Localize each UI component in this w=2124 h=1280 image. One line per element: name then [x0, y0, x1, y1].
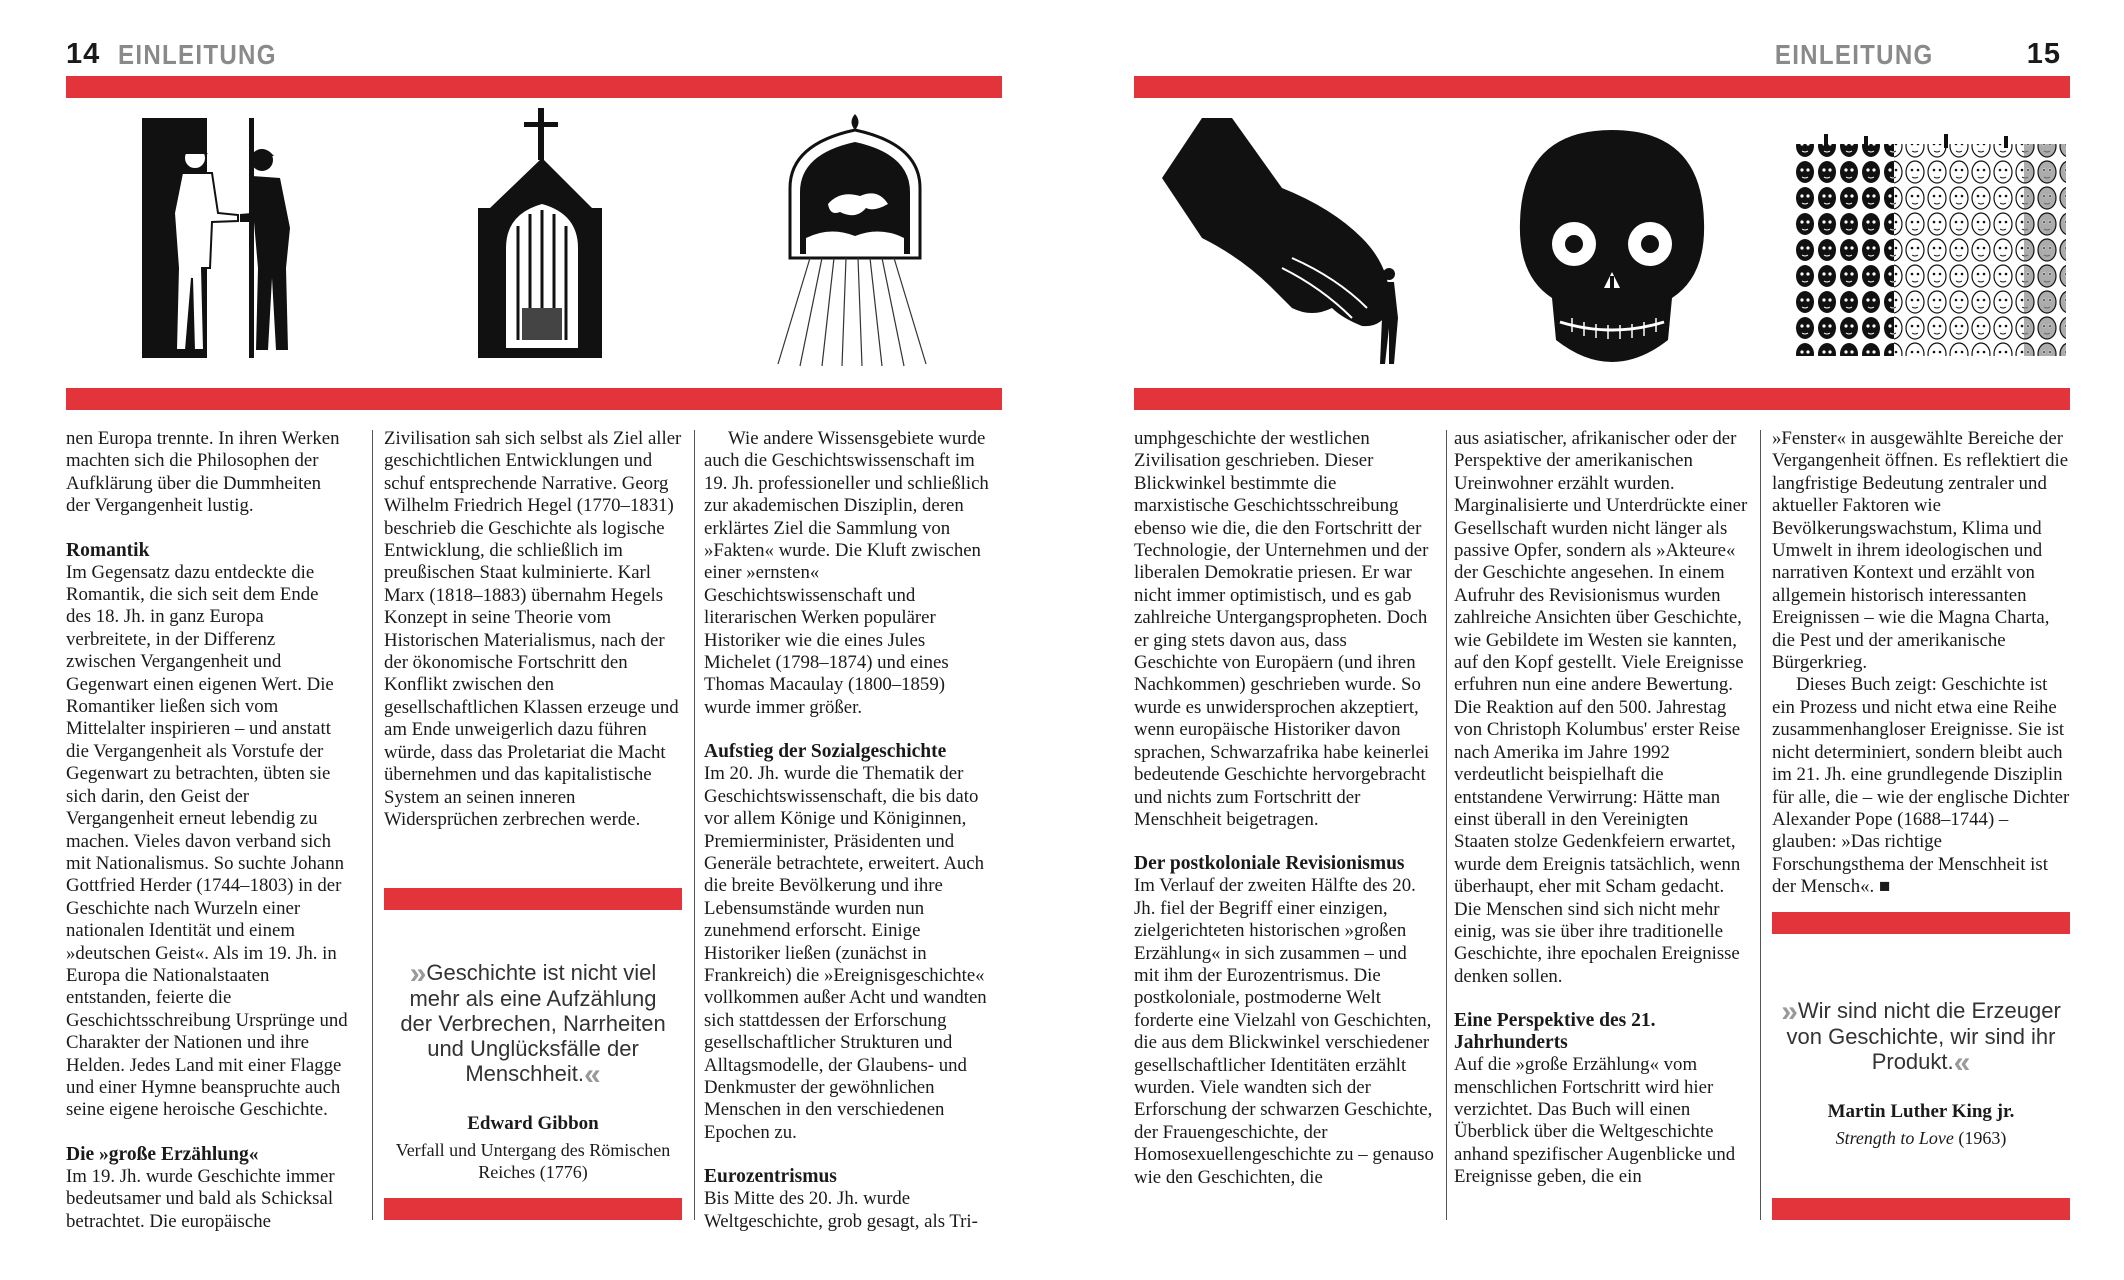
paragraph: Wie andere Wissensgebiete wurde auch die Geschichtswissenschaft im 19. Jh. professioneller und schließlich zur akademischen Disziplin, deren erklärtes Ziel die Sammlung von »Fakten« wurde. Die Kluft zwischen einer »ernsten« Geschichtswissenschaft und literarischen Werken populärer Historiker wie die eines Jules Michelet (1798–1874) und eines Thomas Macaulay (1800–1859) wurde immer größer.	[704, 428, 989, 718]
quote-body: Geschichte ist nicht viel mehr als eine Aufzählung der Verbrechen, Narrheiten und Unglücksfälle der Menschheit.	[400, 960, 666, 1086]
skull-illustration	[1512, 126, 1712, 366]
quote-author: Edward Gibbon	[467, 1113, 599, 1134]
text-column-3	[704, 428, 996, 1233]
top-red-bar-left	[66, 76, 1002, 98]
quote-source: Verfall und Untergang des Römischen Reiches (1776)	[395, 1140, 671, 1182]
gothic-window-illustration	[770, 108, 940, 368]
quote-source-title: Strength to Love	[1835, 1128, 1954, 1148]
paragraph: Bis Mitte des 20. Jh. wurde Weltgeschichte, grob gesagt, als Tri-	[704, 1188, 978, 1232]
open-quote-mark: »	[1781, 995, 1798, 1028]
left-page-title: EINLEITUNG	[118, 39, 277, 70]
close-quote-mark: «	[1953, 1046, 1971, 1079]
paragraph-text: Dieses Buch zeigt: Geschichte ist ein Prozess und nicht etwa eine Reihe zusammenhangloser Ereignisse. Sie ist nicht determiniert, sondern bleibt auch im 21. Jh. eine grundlegende Disziplin für alle, die – wie der englische Dichter Alexander Pope (1688–1744) – glauben: »Das richtige Forschungsthema der Menschheit ist der Mensch«.	[1772, 674, 2070, 898]
paragraph	[1772, 674, 2070, 898]
illustration-red-bar-right	[1134, 388, 2070, 410]
quote-red-bar-bottom	[384, 1198, 682, 1220]
section-heading-21-jahrhundert: Eine Perspektive des 21. Jahrhunderts	[1454, 1010, 1656, 1054]
column-divider	[694, 430, 695, 1220]
quote-source-year: (1963)	[1958, 1128, 2007, 1148]
column-divider	[372, 430, 373, 1220]
section-heading-romantik: Romantik	[66, 539, 150, 561]
section-heading-postkolonialer-revisionismus: Der postkoloniale Revisionismus	[1134, 853, 1405, 875]
quote-text	[392, 957, 674, 1091]
paragraph: nen Europa trennte. In ihren Werken machten sich die Philosophen der Aufklärung über die Dummheiten der Vergangenheit lustig.	[66, 428, 340, 517]
open-quote-mark: »	[409, 957, 427, 990]
paragraph: »Fenster« in ausgewählte Bereiche der Vergangenheit öffnen. Es reflektiert die langfristige Bedeutung zentraler und aktueller Faktoren wie Bevölkerungswachstum, Klima und Umwelt in ihrem ideologischen und narrativen Kontext und erzählt von allgemein historisch interessanten Ereignissen – wie die Magna Charta, die Pest und der amerikanische Bürgerkrieg.	[1772, 428, 2069, 674]
text-column-4	[1134, 428, 1434, 1189]
paragraph: umphgeschichte der westlichen Zivilisation geschrieben. Dieser Blickwinkel bestimmte die marxistische Geschichtsschreibung ebenso wie die, die den Fortschritt der Technologie, der Unternehmen und der liberalen Demokratie priesen. Er war nicht immer optimistisch, und es gab zahlreiche Untergangspropheten. Doch er ging stets davon aus, dass Geschichte von Europäern (und ihren Nachkommen) geschrieben wurde. So wurde es unwidersprochen akzeptiert, wenn europäische Historiker davon sprachen, Schwarzafrika habe keinerlei bedeutende Geschichte hervorgebracht und nichts zum Fortschritt der Menschheit beigetragen.	[1134, 428, 1430, 830]
church-prison-illustration	[462, 108, 622, 358]
handshake-illustration	[142, 118, 302, 358]
hand-illustration	[1162, 118, 1412, 368]
pull-quote-king	[1780, 995, 2062, 1149]
quote-red-bar-bottom	[1772, 1198, 2070, 1220]
quote-red-bar-top	[1772, 912, 2070, 934]
column-divider	[1760, 430, 1761, 1220]
quote-body: Wir sind nicht die Erzeuger von Geschichte, wir sind ihr Produkt.	[1786, 998, 2061, 1074]
paragraph: Im Gegensatz dazu entdeckte die Romantik, die sich seit dem Ende des 18. Jh. in ganz Europa verbreitete, in der Differenz zwischen Vergangenheit und Gegenwart einen eigenen Wert. Die Romantiker ließen sich vom Mittelalter inspirieren – und anstatt die Vergangenheit als Vorstufe der Gegenwart zu betrachten, übten sie sich darin, den Geist der Vergangenheit erneut lebendig zu machen. Vieles davon verband sich mit Nationalismus. So suchte Johann Gottfried Herder (1744–1803) in der Geschichte nach Wurzeln einer nationalen Identität und einem »deutschen Geist«. Als im 19. Jh. in Europa die Nationalstaaten entstanden, feierte die Geschichtsschreibung Ursprünge und Charakter der Nationen und ihre Helden. Jedes Land mit einer Flagge und einer Hymne beanspruchte auch seine eigene heroische Geschichte.	[66, 561, 348, 1121]
paragraph: aus asiatischer, afrikanischer oder der Perspektive der amerikanischen Ureinwohner erzählt wurden. Marginalisierte und Unterdrückte einer Gesellschaft wurden nicht länger als passive Opfer, sondern als »Akteure« der Geschichte angesehen. In einem Aufruhr des Revisionismus wurden zahlreiche Ansichten über Geschichte, wie Gebildete im Westen sie kannten, auf den Kopf gestellt. Viele Ereignisse erfuhren nun eine andere Bewertung. Die Reaktion auf den 500. Jahrestag von Christoph Kolumbus' erster Reise nach Amerika im Jahre 1992 verdeutlicht beispielhaft die entstandene Verwirrung: Hätte man einst überall in den Vereinigten Staaten stolze Gedenkfeiern erwartet, wurde dem Ereignis tatsächlich, wenn überhaupt, eher mit Scham gedacht. Die Menschen sind sich nicht mehr einig, was sie über ihre traditionelle Geschichte, ihre epochalen Ereignisse denken sollen.	[1454, 428, 1748, 987]
quote-text	[1780, 995, 2062, 1079]
top-red-bar-right	[1134, 76, 2070, 98]
paragraph: Auf die »große Erzählung« vom menschlichen Fortschritt wird hier verzichtet. Das Buch will einen Überblick über die Weltgeschichte anhand spezifischer Augenblicke und Ereignisse geben, die ein	[1454, 1054, 1736, 1188]
right-page-title: EINLEITUNG	[1775, 39, 1934, 70]
text-column-2	[384, 428, 682, 831]
section-heading-sozialgeschichte: Aufstieg der Sozialgeschichte	[704, 741, 947, 763]
text-column-6	[1772, 428, 2070, 899]
section-heading-grosse-erzaehlung: Die »große Erzählung«	[66, 1143, 259, 1165]
text-column-5	[1454, 428, 1748, 1189]
quote-red-bar-top	[384, 888, 682, 910]
text-column-1	[66, 428, 348, 1233]
paragraph: Im 19. Jh. wurde Geschichte immer bedeutsamer und bald als Schicksal betrachtet. Die europäische	[66, 1165, 335, 1232]
close-quote-mark: «	[583, 1058, 601, 1091]
paragraph: Im 20. Jh. wurde die Thematik der Geschichtswissenschaft, die bis dato vor allem Könige und Königinnen, Premierminister, Präsidenten und Generäle betrachtete, erweitert. Auch die breite Bevölkerung und ihre Lebensumstände wurden nun zunehmend erforscht. Einige Historiker ließen (zunächst in Frankreich) die »Ereignisgeschichte« vollkommen außer Acht und wandten sich stattdessen der Erforschung gesellschaftlicher Strukturen und Alltagsmodelle, der Glaubens- und Denkmuster der gewöhnlichen Menschen in den verschiedenen Epochen zu.	[704, 763, 987, 1143]
end-mark: ■	[1878, 876, 1891, 898]
section-heading-eurozentrismus: Eurozentrismus	[704, 1166, 837, 1188]
paragraph: Im Verlauf der zweiten Hälfte des 20. Jh. fiel der Begriff einer einzigen, zielgerichteten historischen »großen Erzählung« in sich zusammen – und mit ihm der Eurozentrismus. Die postkoloniale, postmoderne Welt forderte eine Vielzahl von Geschichten, die aus dem Blickwinkel verschiedener gesellschaftlicher Identitäten erzählt wurden. Viele wandten sich der Erforschung der schwarzen Geschichte, der Frauengeschichte, der Homosexuellengeschichte zu – genauso wie den Geschichten, die	[1134, 875, 1434, 1188]
paragraph: Zivilisation sah sich selbst als Ziel aller geschichtlichen Entwicklungen und schuf entsprechende Narrative. Georg Wilhelm Friedrich Hegel (1770–1831) beschrieb die Geschichte als logische Entwicklung, die schließlich im preußischen Staat kulminierte. Karl Marx (1818–1883) übernahm Hegels Konzept in seine Theorie vom Historischen Materialismus, nach der der ökonomische Fortschritt den Konflikt zwischen den gesellschaftlichen Klassen erzeuge und am Ende unweigerlich dazu führen würde, dass das Proletariat die Macht übernehmen und das kapitalistische System an seinen inneren Widersprüchen zerbrechen werde.	[384, 428, 682, 830]
left-page-number: 14	[66, 38, 101, 70]
pull-quote-gibbon	[392, 957, 674, 1183]
illustration-red-bar-left	[66, 388, 1002, 410]
quote-author: Martin Luther King jr.	[1827, 1101, 2015, 1122]
column-divider	[1446, 430, 1447, 1220]
quote-source	[1780, 1127, 2062, 1149]
right-page-number: 15	[2026, 38, 2061, 70]
crowd-illustration	[1794, 134, 2066, 356]
